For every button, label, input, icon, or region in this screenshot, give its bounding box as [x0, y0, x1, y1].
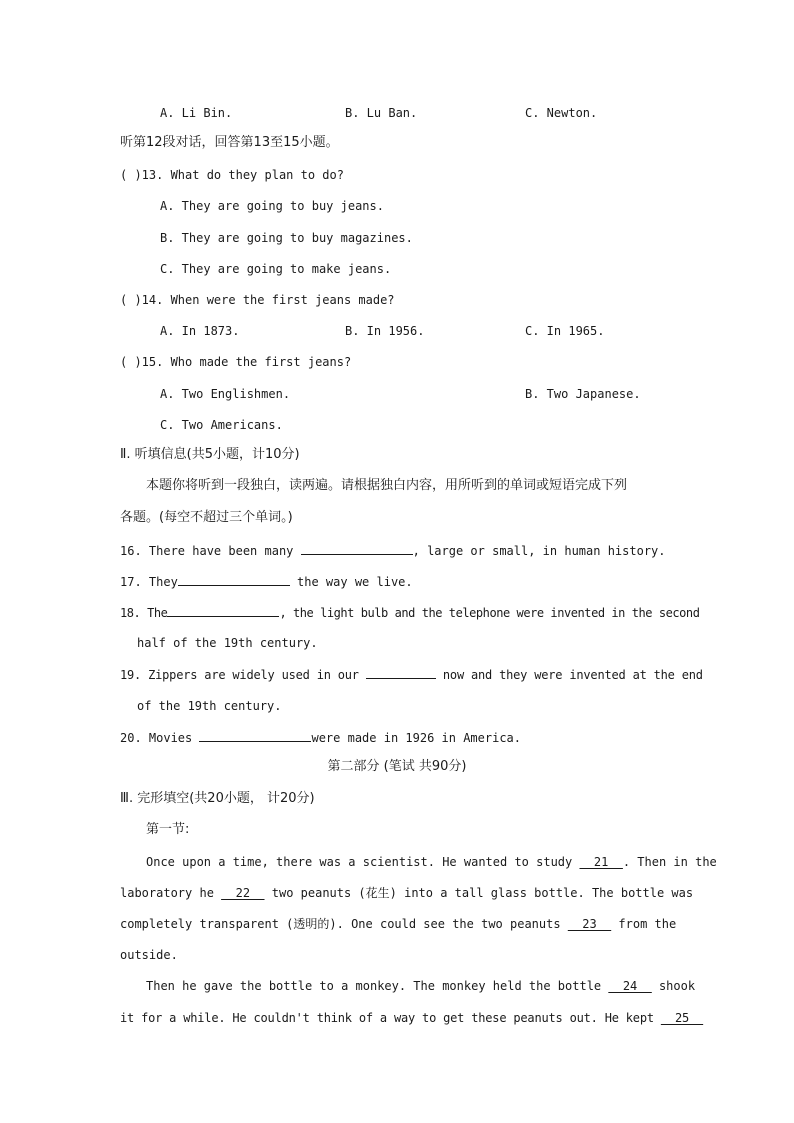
- q12-option-a: A. Li Bin.: [160, 106, 233, 120]
- passage-p1-line3: [120, 916, 677, 932]
- passage-p1-line4: outside.: [120, 948, 178, 962]
- passage-text: Then he gave the bottle to a monkey. The monkey held the bottle: [146, 979, 609, 993]
- q14-option-c: C. In 1965.: [525, 324, 605, 338]
- q18-text-after: , the light bulb and the telephone were invented in the second: [279, 606, 700, 620]
- q15-stem: ( )15. Who made the first jeans?: [120, 355, 352, 369]
- passage-p2-line1: [146, 978, 696, 994]
- q19-text-before: 19. Zippers are widely used in our: [120, 668, 366, 682]
- q17-text-before: 17. They: [120, 575, 178, 589]
- q14-option-b: B. In 1956.: [345, 324, 425, 338]
- blank-25[interactable]: __25__: [660, 1011, 704, 1025]
- q12-option-b: B. Lu Ban.: [345, 106, 418, 120]
- q20-text-before: 20. Movies: [120, 731, 200, 745]
- blank-24[interactable]: __24__: [608, 979, 652, 993]
- dialog12-instruction: 听第12段对话，回答第13至15小题。: [120, 135, 339, 150]
- q18-continuation: half of the 19th century.: [137, 636, 318, 650]
- section3-heading: Ⅲ. 完形填空(共20小题， 计20分): [120, 791, 315, 806]
- q18-answer-blank[interactable]: [167, 604, 279, 617]
- q14-stem: ( )14. When were the first jeans made?: [120, 293, 395, 307]
- passage-text: two peanuts (花生) into a tall glass bottle. The bottle was: [264, 886, 694, 900]
- q19-continuation: of the 19th century.: [137, 699, 282, 713]
- q14-option-a: A. In 1873.: [160, 324, 240, 338]
- passage-text: it for a while. He couldn't think of a way to get these peanuts out. He kept: [120, 1011, 661, 1025]
- q16-answer-blank[interactable]: [301, 542, 413, 555]
- passage-text: Once upon a time, there was a scientist. He wanted to study: [146, 855, 580, 869]
- passage-p2-line2: [120, 1010, 704, 1026]
- q17-line: [120, 573, 413, 590]
- q16-text-after: , large or small, in human history.: [412, 544, 666, 558]
- q13-stem: ( )13. What do they plan to do?: [120, 168, 344, 182]
- q19-answer-blank[interactable]: [366, 666, 436, 679]
- passage-text: . Then in the: [622, 855, 717, 869]
- passage-text: completely transparent (透明的). One could see the two peanuts: [120, 917, 568, 931]
- passage-text: shook: [651, 979, 696, 993]
- q13-option-c: C. They are going to make jeans.: [160, 262, 392, 276]
- q19-text-after: now and they were invented at the end: [435, 668, 703, 682]
- q16-line: [120, 542, 666, 559]
- q15-option-a: A. Two Englishmen.: [160, 387, 291, 401]
- q17-answer-blank[interactable]: [178, 573, 290, 586]
- section2-heading: Ⅱ. 听填信息(共5小题，计10分): [120, 447, 300, 462]
- q12-option-c: C. Newton.: [525, 106, 598, 120]
- q18-line: [120, 604, 699, 621]
- q13-option-a: A. They are going to buy jeans.: [160, 199, 384, 213]
- q20-text-after: were made in 1926 in America.: [311, 731, 521, 745]
- passage-text: from the: [611, 917, 677, 931]
- q20-line: [120, 729, 521, 746]
- passage-text: laboratory he: [120, 886, 222, 900]
- q20-answer-blank[interactable]: [199, 729, 311, 742]
- q13-option-b: B. They are going to buy magazines.: [160, 231, 413, 245]
- part2-title: 第二部分 (笔试 共90分): [327, 759, 467, 774]
- blank-21[interactable]: __21__: [579, 855, 623, 869]
- q16-text-before: 16. There have been many: [120, 544, 301, 558]
- q15-option-c: C. Two Americans.: [160, 418, 283, 432]
- passage-p1-line2: [120, 885, 694, 901]
- passage-p1-line1: [146, 854, 717, 870]
- blank-23[interactable]: __23__: [567, 917, 612, 931]
- q15-option-b: B. Two Japanese.: [525, 387, 641, 401]
- q18-text-before: 18. The: [120, 606, 168, 620]
- q17-text-after: the way we live.: [289, 575, 413, 589]
- section2-instruction-line2: 各题。(每空不超过三个单词。): [120, 510, 293, 525]
- q19-line: [120, 666, 703, 683]
- section3-subheading: 第一节:: [146, 822, 190, 837]
- section2-instruction-line1: 本题你将听到一段独白，读两遍。请根据独白内容，用所听到的单词或短语完成下列: [146, 478, 628, 493]
- blank-22[interactable]: __22__: [221, 886, 265, 900]
